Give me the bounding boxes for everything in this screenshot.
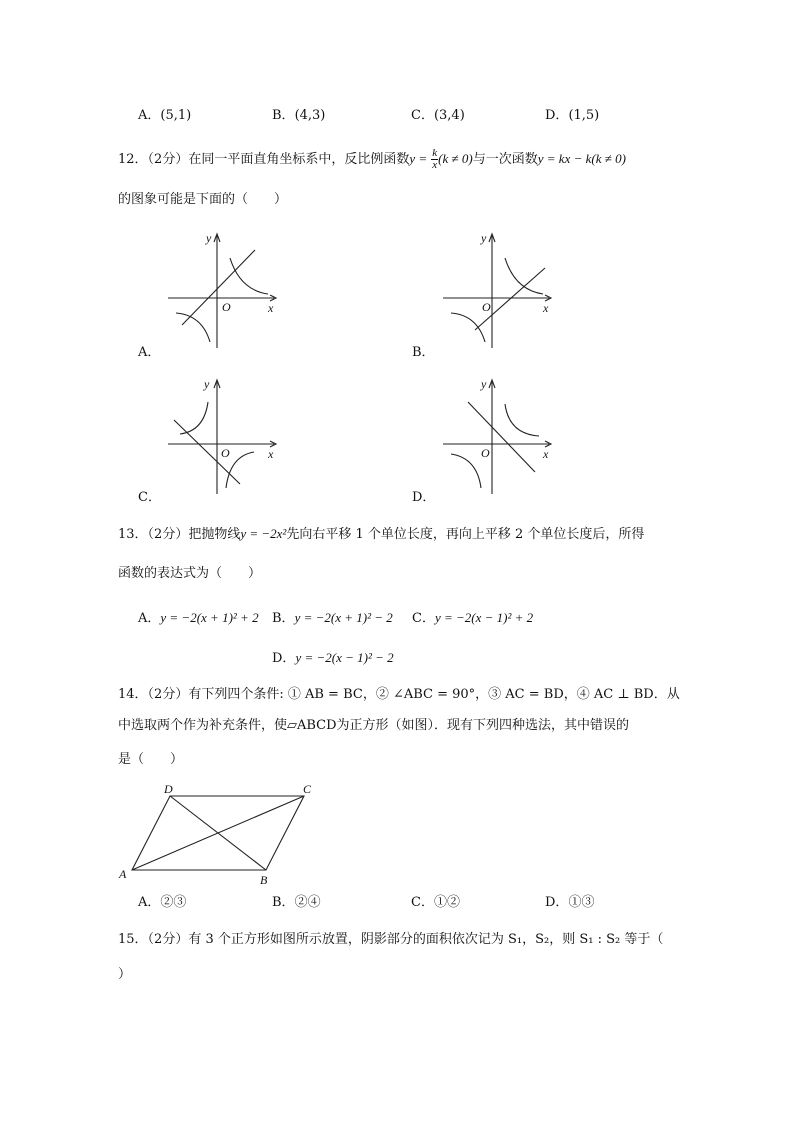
q14-number: 14． <box>118 687 148 702</box>
q14-option-c: C．①② <box>411 895 460 910</box>
y-label: y <box>481 231 487 245</box>
q13-option-a: A．y = −2(x + 1)² + 2 <box>138 610 259 626</box>
origin-label: O <box>482 300 491 314</box>
q14-score: （2分） <box>147 687 189 702</box>
q14-stem-line2: 中选取两个作为补充条件，使▱ABCD为正方形（如图）．现有下列四种选法，其中错误的 <box>118 718 630 733</box>
linear-function-line <box>174 420 240 484</box>
q12-number: 12． <box>118 152 148 167</box>
q13-score: （2分） <box>147 527 189 542</box>
q13-option-c: C．y = −2(x − 1)² + 2 <box>412 610 534 626</box>
q14-option-a: A．②③ <box>138 895 187 910</box>
q13-option-b: B．y = −2(x + 1)² − 2 <box>272 610 393 626</box>
hyperbola-branch-q3 <box>451 454 481 488</box>
q12-score: （2分） <box>147 152 189 167</box>
q14-stem-line1: 14．（2分）有下列四个条件: ① AB = BC，② ∠ABC = 90°，③ AC = BD，④ AC ⊥ BD．从 <box>118 687 680 702</box>
q12-stem: 12．（2分）在同一平面直角坐标系中，反比例函数y = $\frac{k}{x}$ (k ≠ 0)与一次函数y = kx − k(k ≠ 0) <box>118 147 626 171</box>
q13-line2: 函数的表达式为（ ） <box>118 566 262 581</box>
linear-function-line <box>475 268 545 330</box>
linear-function-line <box>182 250 255 325</box>
q12-option-a: A． <box>138 345 161 360</box>
q14-option-b: B．②④ <box>272 895 321 910</box>
q14-stem-line3: 是（ ） <box>118 752 184 767</box>
origin-label: O <box>221 446 230 460</box>
q12-fraction: $\frac{k}{x}$ <box>432 147 438 171</box>
vertex-c-label: C <box>303 782 312 796</box>
q15-stem-line1: 15．（2分）有 3 个正方形如图所示放置，阴影部分的面积依次记为 S₁，S₂，则 S₁ : S₂ 等于（ <box>118 932 664 947</box>
origin-label: O <box>222 300 231 314</box>
q12-graph-c <box>160 376 280 501</box>
vertex-a-label: A <box>119 867 127 881</box>
y-label: y <box>206 231 212 245</box>
hyperbola-branch-q1 <box>505 404 539 436</box>
hyperbola-branch-q4 <box>226 452 254 488</box>
hyperbola-branch-q3 <box>176 313 210 342</box>
hyperbola-branch-q3 <box>451 313 485 342</box>
q11-option-d: D．(1,5) <box>545 108 600 123</box>
q12-option-b: B． <box>412 345 435 360</box>
q12-graph-b <box>435 230 555 355</box>
q12-option-d: D． <box>412 490 436 505</box>
hyperbola-branch-q1 <box>230 258 268 294</box>
q15-number: 15． <box>118 932 148 947</box>
q12-func1-lhs: y = <box>409 151 428 166</box>
q14-option-d: D．①③ <box>545 895 595 910</box>
y-label: y <box>481 377 487 391</box>
vertex-d-label: D <box>164 782 173 796</box>
q12-func2: y = kx − k(k ≠ 0) <box>537 151 626 166</box>
q12-line2: 的图象可能是下面的（ ） <box>118 192 288 207</box>
vertex-b-label: B <box>260 873 268 887</box>
q12-option-c: C． <box>138 490 161 505</box>
q13-number: 13． <box>118 527 148 542</box>
q11-option-c: C．(3,4) <box>411 108 465 123</box>
q15-stem-line2: ） <box>118 967 132 982</box>
q13-func: y = −2x² <box>240 526 287 541</box>
q14-parallelogram-figure <box>116 778 326 888</box>
diagonal-bd <box>170 796 266 870</box>
q15-score: （2分） <box>147 932 189 947</box>
hyperbola-branch-q1 <box>505 258 543 294</box>
x-label: x <box>268 447 274 461</box>
origin-label: O <box>481 446 490 460</box>
y-label: y <box>204 377 210 391</box>
x-label: x <box>268 301 274 315</box>
linear-function-line <box>468 402 535 472</box>
q12-graph-d <box>435 376 555 501</box>
q13-stem: 13．（2分）把抛物线y = −2x²先向右平移 1 个单位长度，再向上平移 2 个单位长度后，所得 <box>118 526 645 542</box>
q12-graph-a <box>160 230 280 355</box>
q11-option-b: B．(4,3) <box>272 108 326 123</box>
x-label: x <box>543 447 549 461</box>
q11-option-a: A．(5,1) <box>138 108 192 123</box>
q13-option-d: D．y = −2(x − 1)² − 2 <box>272 650 394 666</box>
x-label: x <box>543 301 549 315</box>
